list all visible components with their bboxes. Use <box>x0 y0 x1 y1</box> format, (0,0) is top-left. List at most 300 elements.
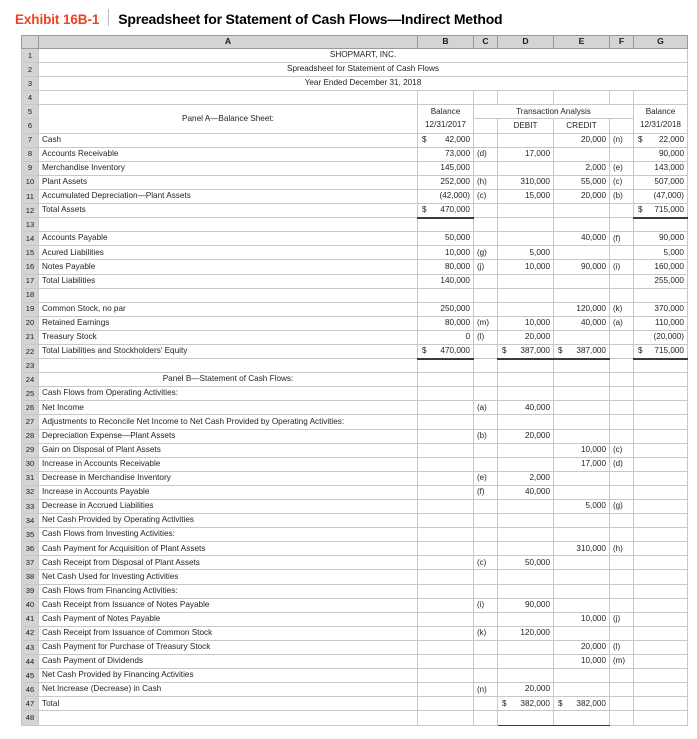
blank-cell-4-A[interactable] <box>39 91 418 105</box>
ref-cell-10-F[interactable]: (c) <box>610 175 634 189</box>
cell-22-B[interactable]: $ 470,000 <box>418 344 474 358</box>
header-cell-24-B[interactable] <box>418 373 474 387</box>
cell-10-B[interactable]: 252,000 <box>418 175 474 189</box>
ref-cell-14-C[interactable] <box>474 232 498 246</box>
select-all-corner[interactable] <box>22 36 39 49</box>
row-label-46[interactable]: Net Increase (Decrease) in Cash <box>39 683 418 697</box>
cell-44-B[interactable] <box>418 655 474 669</box>
column-header-A[interactable]: A <box>39 36 418 49</box>
cell-16-B[interactable]: 80,000 <box>418 260 474 274</box>
cell-45-G[interactable] <box>634 669 688 683</box>
cell-28-B[interactable] <box>418 429 474 443</box>
row-label-29[interactable]: Gain on Disposal of Plant Assets <box>39 443 418 457</box>
ref-cell-29-C[interactable] <box>474 443 498 457</box>
ref-cell-11-F[interactable]: (b) <box>610 189 634 203</box>
cell-45-D[interactable] <box>498 669 554 683</box>
cell-39-D[interactable] <box>498 584 554 598</box>
ref-cell-21-F[interactable] <box>610 330 634 344</box>
cell-46-E[interactable] <box>554 683 610 697</box>
ref-cell-44-F[interactable]: (m) <box>610 655 634 669</box>
cell-32-G[interactable] <box>634 485 688 499</box>
column-header-F[interactable]: F <box>610 36 634 49</box>
ref-cell-37-C[interactable]: (c) <box>474 556 498 570</box>
cell-39-B[interactable] <box>418 584 474 598</box>
cell-27-G[interactable] <box>634 415 688 429</box>
ref-cell-26-F[interactable] <box>610 401 634 415</box>
blank-cell-23-A[interactable] <box>39 359 418 373</box>
cell-16-E[interactable]: 90,000 <box>554 260 610 274</box>
cell-42-E[interactable] <box>554 626 610 640</box>
ref-cell-32-C[interactable]: (f) <box>474 485 498 499</box>
cell-46-D[interactable]: 20,000 <box>498 683 554 697</box>
blank-cell-18-D[interactable] <box>498 288 554 302</box>
row-label-20[interactable]: Retained Earnings <box>39 316 418 330</box>
ref-cell-9-C[interactable] <box>474 161 498 175</box>
ref-cell-15-C[interactable]: (g) <box>474 246 498 260</box>
cell-15-D[interactable]: 5,000 <box>498 246 554 260</box>
cell-28-E[interactable] <box>554 429 610 443</box>
cell-46-B[interactable] <box>418 683 474 697</box>
ref-cell-19-C[interactable] <box>474 302 498 316</box>
ref-cell-9-F[interactable]: (e) <box>610 161 634 175</box>
row-label-32[interactable]: Increase in Accounts Payable <box>39 485 418 499</box>
cell-38-G[interactable] <box>634 570 688 584</box>
column-header-B[interactable]: B <box>418 36 474 49</box>
cell-45-B[interactable] <box>418 669 474 683</box>
cell-22-G[interactable]: $ 715,000 <box>634 344 688 358</box>
blank-cell-4-F[interactable] <box>610 91 634 105</box>
ref-cell-40-C[interactable]: (i) <box>474 598 498 612</box>
row-label-7[interactable]: Cash <box>39 133 418 147</box>
cell-27-D[interactable] <box>498 415 554 429</box>
blank-cell-13-E[interactable] <box>554 218 610 232</box>
cell-40-B[interactable] <box>418 598 474 612</box>
ref-cell-39-C[interactable] <box>474 584 498 598</box>
cell-43-G[interactable] <box>634 640 688 654</box>
blank-cell-23-C[interactable] <box>474 359 498 373</box>
cell-43-E[interactable]: 20,000 <box>554 640 610 654</box>
ref-cell-25-F[interactable] <box>610 387 634 401</box>
cell-31-G[interactable] <box>634 471 688 485</box>
cell-46-G[interactable] <box>634 683 688 697</box>
ref-cell-38-C[interactable] <box>474 570 498 584</box>
blank-cell-23-E[interactable] <box>554 359 610 373</box>
cell-32-D[interactable]: 40,000 <box>498 485 554 499</box>
cell-21-B[interactable]: 0 <box>418 330 474 344</box>
ref-cell-41-F[interactable]: (j) <box>610 612 634 626</box>
cell-22-E[interactable]: $ 387,000 <box>554 344 610 358</box>
blank-cell-4-E[interactable] <box>554 91 610 105</box>
header-cell-24-E[interactable] <box>554 373 610 387</box>
cell-7-G[interactable]: $ 22,000 <box>634 133 688 147</box>
cell-41-G[interactable] <box>634 612 688 626</box>
cell-47-B[interactable] <box>418 697 474 711</box>
blank-cell-18-E[interactable] <box>554 288 610 302</box>
ref-cell-36-C[interactable] <box>474 542 498 556</box>
row-label-43[interactable]: Cash Payment for Purchase of Treasury Stock <box>39 640 418 654</box>
blank-cell-48-B[interactable] <box>418 711 474 725</box>
cell-10-E[interactable]: 55,000 <box>554 175 610 189</box>
cell-9-G[interactable]: 143,000 <box>634 161 688 175</box>
cell-26-D[interactable]: 40,000 <box>498 401 554 415</box>
cell-30-E[interactable]: 17,000 <box>554 457 610 471</box>
cell-31-D[interactable]: 2,000 <box>498 471 554 485</box>
blank-cell-13-F[interactable] <box>610 218 634 232</box>
cell-11-E[interactable]: 20,000 <box>554 189 610 203</box>
ref-cell-17-C[interactable] <box>474 274 498 288</box>
cell-38-D[interactable] <box>498 570 554 584</box>
ref-cell-47-C[interactable] <box>474 697 498 711</box>
ref-cell-43-C[interactable] <box>474 640 498 654</box>
ref-cell-12-C[interactable] <box>474 204 498 218</box>
ref-cell-8-F[interactable] <box>610 147 634 161</box>
cell-37-D[interactable]: 50,000 <box>498 556 554 570</box>
blank-cell-18-B[interactable] <box>418 288 474 302</box>
blank-cell-23-F[interactable] <box>610 359 634 373</box>
row-label-14[interactable]: Accounts Payable <box>39 232 418 246</box>
cell-20-D[interactable]: 10,000 <box>498 316 554 330</box>
cell-28-G[interactable] <box>634 429 688 443</box>
column-header-D[interactable]: D <box>498 36 554 49</box>
ref-cell-22-C[interactable] <box>474 344 498 358</box>
cell-43-B[interactable] <box>418 640 474 654</box>
ref-cell-7-F[interactable]: (n) <box>610 133 634 147</box>
ref-cell-42-F[interactable] <box>610 626 634 640</box>
cell-35-D[interactable] <box>498 528 554 542</box>
cell-42-D[interactable]: 120,000 <box>498 626 554 640</box>
transaction-analysis-header[interactable]: Transaction Analysis <box>474 105 634 119</box>
cell-30-G[interactable] <box>634 457 688 471</box>
blank-cell-48-F[interactable] <box>610 711 634 725</box>
cell-31-B[interactable] <box>418 471 474 485</box>
cell-25-E[interactable] <box>554 387 610 401</box>
row-label-30[interactable]: Increase in Accounts Receivable <box>39 457 418 471</box>
cell-11-G[interactable]: (47,000) <box>634 189 688 203</box>
row-label-10[interactable]: Plant Assets <box>39 175 418 189</box>
cell-14-E[interactable]: 40,000 <box>554 232 610 246</box>
ref-cell-33-C[interactable] <box>474 500 498 514</box>
blank-cell-23-B[interactable] <box>418 359 474 373</box>
cell-10-G[interactable]: 507,000 <box>634 175 688 189</box>
ref-cell-35-F[interactable] <box>610 528 634 542</box>
blank-cell-13-B[interactable] <box>418 218 474 232</box>
cell-42-B[interactable] <box>418 626 474 640</box>
cell-41-D[interactable] <box>498 612 554 626</box>
ref-cell-26-C[interactable]: (a) <box>474 401 498 415</box>
row-label-37[interactable]: Cash Receipt from Disposal of Plant Assets <box>39 556 418 570</box>
ref-cell-36-F[interactable]: (h) <box>610 542 634 556</box>
cell-33-D[interactable] <box>498 500 554 514</box>
row-label-28[interactable]: Depreciation Expense—Plant Assets <box>39 429 418 443</box>
credit-header[interactable]: CREDIT <box>554 119 610 133</box>
row-label-12[interactable]: Total Assets <box>39 204 418 218</box>
ref-cell-10-C[interactable]: (h) <box>474 175 498 189</box>
cell-25-G[interactable] <box>634 387 688 401</box>
cell-31-E[interactable] <box>554 471 610 485</box>
cell-8-B[interactable]: 73,000 <box>418 147 474 161</box>
cell-29-D[interactable] <box>498 443 554 457</box>
cell-29-E[interactable]: 10,000 <box>554 443 610 457</box>
cell-44-G[interactable] <box>634 655 688 669</box>
cell-16-D[interactable]: 10,000 <box>498 260 554 274</box>
cell-29-B[interactable] <box>418 443 474 457</box>
header-cell-6-C[interactable] <box>474 119 498 133</box>
cell-7-D[interactable] <box>498 133 554 147</box>
ref-cell-25-C[interactable] <box>474 387 498 401</box>
cell-37-E[interactable] <box>554 556 610 570</box>
cell-14-B[interactable]: 50,000 <box>418 232 474 246</box>
ref-cell-44-C[interactable] <box>474 655 498 669</box>
sheet-title-row-3[interactable]: Year Ended December 31, 2018 <box>39 77 688 91</box>
cell-34-E[interactable] <box>554 514 610 528</box>
row-label-19[interactable]: Common Stock, no par <box>39 302 418 316</box>
cell-19-B[interactable]: 250,000 <box>418 302 474 316</box>
blank-cell-18-C[interactable] <box>474 288 498 302</box>
ref-cell-30-F[interactable]: (d) <box>610 457 634 471</box>
ref-cell-34-C[interactable] <box>474 514 498 528</box>
cell-20-B[interactable]: 80,000 <box>418 316 474 330</box>
balance-end-label[interactable]: Balance <box>634 105 688 119</box>
panel-b-header[interactable]: Panel B—Statement of Cash Flows: <box>39 373 418 387</box>
ref-cell-27-F[interactable] <box>610 415 634 429</box>
ref-cell-11-C[interactable]: (c) <box>474 189 498 203</box>
ref-cell-30-C[interactable] <box>474 457 498 471</box>
blank-cell-4-D[interactable] <box>498 91 554 105</box>
ref-cell-16-F[interactable]: (i) <box>610 260 634 274</box>
cell-34-G[interactable] <box>634 514 688 528</box>
ref-cell-16-C[interactable]: (j) <box>474 260 498 274</box>
cell-37-B[interactable] <box>418 556 474 570</box>
column-header-C[interactable]: C <box>474 36 498 49</box>
ref-cell-47-F[interactable] <box>610 697 634 711</box>
cell-38-B[interactable] <box>418 570 474 584</box>
cell-36-D[interactable] <box>498 542 554 556</box>
cell-41-B[interactable] <box>418 612 474 626</box>
cell-47-G[interactable] <box>634 697 688 711</box>
blank-cell-13-C[interactable] <box>474 218 498 232</box>
row-label-25[interactable]: Cash Flows from Operating Activities: <box>39 387 418 401</box>
ref-cell-7-C[interactable] <box>474 133 498 147</box>
cell-9-B[interactable]: 145,000 <box>418 161 474 175</box>
cell-19-D[interactable] <box>498 302 554 316</box>
cell-7-B[interactable]: $ 42,000 <box>418 133 474 147</box>
ref-cell-43-F[interactable]: (l) <box>610 640 634 654</box>
ref-cell-46-F[interactable] <box>610 683 634 697</box>
cell-15-B[interactable]: 10,000 <box>418 246 474 260</box>
row-label-34[interactable]: Net Cash Provided by Operating Activities <box>39 514 418 528</box>
cell-45-E[interactable] <box>554 669 610 683</box>
cell-26-B[interactable] <box>418 401 474 415</box>
cell-29-G[interactable] <box>634 443 688 457</box>
cell-38-E[interactable] <box>554 570 610 584</box>
ref-cell-20-C[interactable]: (m) <box>474 316 498 330</box>
cell-43-D[interactable] <box>498 640 554 654</box>
cell-27-B[interactable] <box>418 415 474 429</box>
ref-cell-45-F[interactable] <box>610 669 634 683</box>
cell-35-B[interactable] <box>418 528 474 542</box>
row-label-33[interactable]: Decrease in Accrued Liabilities <box>39 500 418 514</box>
cell-17-D[interactable] <box>498 274 554 288</box>
cell-40-D[interactable]: 90,000 <box>498 598 554 612</box>
balance-begin-date[interactable]: 12/31/2017 <box>418 119 474 133</box>
row-label-11[interactable]: Accumulated Depreciation—Plant Assets <box>39 189 418 203</box>
column-header-E[interactable]: E <box>554 36 610 49</box>
cell-15-G[interactable]: 5,000 <box>634 246 688 260</box>
cell-28-D[interactable]: 20,000 <box>498 429 554 443</box>
row-label-26[interactable]: Net Income <box>39 401 418 415</box>
cell-14-G[interactable]: 90,000 <box>634 232 688 246</box>
header-cell-6-F[interactable] <box>610 119 634 133</box>
header-cell-24-G[interactable] <box>634 373 688 387</box>
cell-36-E[interactable]: 310,000 <box>554 542 610 556</box>
ref-cell-29-F[interactable]: (c) <box>610 443 634 457</box>
cell-17-E[interactable] <box>554 274 610 288</box>
blank-cell-18-A[interactable] <box>39 288 418 302</box>
cell-21-D[interactable]: 20,000 <box>498 330 554 344</box>
sheet-title-row-1[interactable]: SHOPMART, INC. <box>39 49 688 63</box>
cell-34-D[interactable] <box>498 514 554 528</box>
row-label-41[interactable]: Cash Payment of Notes Payable <box>39 612 418 626</box>
header-cell-24-F[interactable] <box>610 373 634 387</box>
cell-9-E[interactable]: 2,000 <box>554 161 610 175</box>
cell-42-G[interactable] <box>634 626 688 640</box>
panel-a-header[interactable]: Panel A—Balance Sheet: <box>39 105 418 133</box>
ref-cell-15-F[interactable] <box>610 246 634 260</box>
cell-41-E[interactable]: 10,000 <box>554 612 610 626</box>
cell-30-D[interactable] <box>498 457 554 471</box>
cell-30-B[interactable] <box>418 457 474 471</box>
blank-cell-23-D[interactable] <box>498 359 554 373</box>
row-label-8[interactable]: Accounts Receivable <box>39 147 418 161</box>
sheet-title-row-2[interactable]: Spreadsheet for Statement of Cash Flows <box>39 63 688 77</box>
blank-cell-13-D[interactable] <box>498 218 554 232</box>
row-label-9[interactable]: Merchandise Inventory <box>39 161 418 175</box>
ref-cell-17-F[interactable] <box>610 274 634 288</box>
cell-12-E[interactable] <box>554 204 610 218</box>
ref-cell-42-C[interactable]: (k) <box>474 626 498 640</box>
blank-cell-13-A[interactable] <box>39 218 418 232</box>
cell-21-G[interactable]: (20,000) <box>634 330 688 344</box>
header-cell-24-D[interactable] <box>498 373 554 387</box>
ref-cell-46-C[interactable]: (n) <box>474 683 498 697</box>
ref-cell-28-C[interactable]: (b) <box>474 429 498 443</box>
cell-9-D[interactable] <box>498 161 554 175</box>
row-label-22[interactable]: Total Liabilities and Stockholders’ Equity <box>39 344 418 358</box>
blank-cell-23-G[interactable] <box>634 359 688 373</box>
ref-cell-21-C[interactable]: (l) <box>474 330 498 344</box>
cell-25-B[interactable] <box>418 387 474 401</box>
row-label-21[interactable]: Treasury Stock <box>39 330 418 344</box>
cell-39-E[interactable] <box>554 584 610 598</box>
cell-32-E[interactable] <box>554 485 610 499</box>
row-label-27[interactable]: Adjustments to Reconcile Net Income to Net Cash Provided by Operating Activities: <box>39 415 418 429</box>
blank-cell-18-G[interactable] <box>634 288 688 302</box>
cell-35-E[interactable] <box>554 528 610 542</box>
cell-33-G[interactable] <box>634 500 688 514</box>
ref-cell-34-F[interactable] <box>610 514 634 528</box>
ref-cell-32-F[interactable] <box>610 485 634 499</box>
ref-cell-38-F[interactable] <box>610 570 634 584</box>
ref-cell-35-C[interactable] <box>474 528 498 542</box>
row-label-40[interactable]: Cash Receipt from Issuance of Notes Payable <box>39 598 418 612</box>
cell-14-D[interactable] <box>498 232 554 246</box>
ref-cell-27-C[interactable] <box>474 415 498 429</box>
ref-cell-28-F[interactable] <box>610 429 634 443</box>
cell-26-E[interactable] <box>554 401 610 415</box>
cell-19-E[interactable]: 120,000 <box>554 302 610 316</box>
cell-33-E[interactable]: 5,000 <box>554 500 610 514</box>
blank-cell-48-D[interactable] <box>498 711 554 725</box>
blank-cell-18-F[interactable] <box>610 288 634 302</box>
blank-cell-48-C[interactable] <box>474 711 498 725</box>
header-cell-24-C[interactable] <box>474 373 498 387</box>
cell-11-B[interactable]: (42,000) <box>418 189 474 203</box>
ref-cell-39-F[interactable] <box>610 584 634 598</box>
cell-11-D[interactable]: 15,000 <box>498 189 554 203</box>
ref-cell-8-C[interactable]: (d) <box>474 147 498 161</box>
ref-cell-40-F[interactable] <box>610 598 634 612</box>
row-label-16[interactable]: Notes Payable <box>39 260 418 274</box>
cell-8-E[interactable] <box>554 147 610 161</box>
ref-cell-31-C[interactable]: (e) <box>474 471 498 485</box>
row-label-47[interactable]: Total <box>39 697 418 711</box>
cell-25-D[interactable] <box>498 387 554 401</box>
ref-cell-45-C[interactable] <box>474 669 498 683</box>
cell-47-D[interactable]: $ 382,000 <box>498 697 554 711</box>
cell-40-E[interactable] <box>554 598 610 612</box>
cell-12-G[interactable]: $ 715,000 <box>634 204 688 218</box>
cell-8-G[interactable]: 90,000 <box>634 147 688 161</box>
cell-8-D[interactable]: 17,000 <box>498 147 554 161</box>
cell-36-G[interactable] <box>634 542 688 556</box>
row-label-35[interactable]: Cash Flows from Investing Activities: <box>39 528 418 542</box>
balance-end-date[interactable]: 12/31/2018 <box>634 119 688 133</box>
cell-37-G[interactable] <box>634 556 688 570</box>
debit-header[interactable]: DEBIT <box>498 119 554 133</box>
ref-cell-22-F[interactable] <box>610 344 634 358</box>
cell-40-G[interactable] <box>634 598 688 612</box>
cell-27-E[interactable] <box>554 415 610 429</box>
cell-12-B[interactable]: $ 470,000 <box>418 204 474 218</box>
ref-cell-41-C[interactable] <box>474 612 498 626</box>
cell-21-E[interactable] <box>554 330 610 344</box>
cell-34-B[interactable] <box>418 514 474 528</box>
cell-10-D[interactable]: 310,000 <box>498 175 554 189</box>
ref-cell-12-F[interactable] <box>610 204 634 218</box>
cell-44-E[interactable]: 10,000 <box>554 655 610 669</box>
cell-17-B[interactable]: 140,000 <box>418 274 474 288</box>
column-header-G[interactable]: G <box>634 36 688 49</box>
blank-cell-13-G[interactable] <box>634 218 688 232</box>
row-label-39[interactable]: Cash Flows from Financing Activities: <box>39 584 418 598</box>
cell-12-D[interactable] <box>498 204 554 218</box>
cell-22-D[interactable]: $ 387,000 <box>498 344 554 358</box>
cell-17-G[interactable]: 255,000 <box>634 274 688 288</box>
cell-39-G[interactable] <box>634 584 688 598</box>
ref-cell-19-F[interactable]: (k) <box>610 302 634 316</box>
blank-cell-48-A[interactable] <box>39 711 418 725</box>
row-label-38[interactable]: Net Cash Used for Investing Activities <box>39 570 418 584</box>
cell-16-G[interactable]: 160,000 <box>634 260 688 274</box>
row-label-31[interactable]: Decrease in Merchandise Inventory <box>39 471 418 485</box>
blank-cell-48-E[interactable] <box>554 711 610 725</box>
cell-44-D[interactable] <box>498 655 554 669</box>
ref-cell-20-F[interactable]: (a) <box>610 316 634 330</box>
row-label-44[interactable]: Cash Payment of Dividends <box>39 655 418 669</box>
cell-36-B[interactable] <box>418 542 474 556</box>
cell-20-E[interactable]: 40,000 <box>554 316 610 330</box>
blank-cell-4-G[interactable] <box>634 91 688 105</box>
